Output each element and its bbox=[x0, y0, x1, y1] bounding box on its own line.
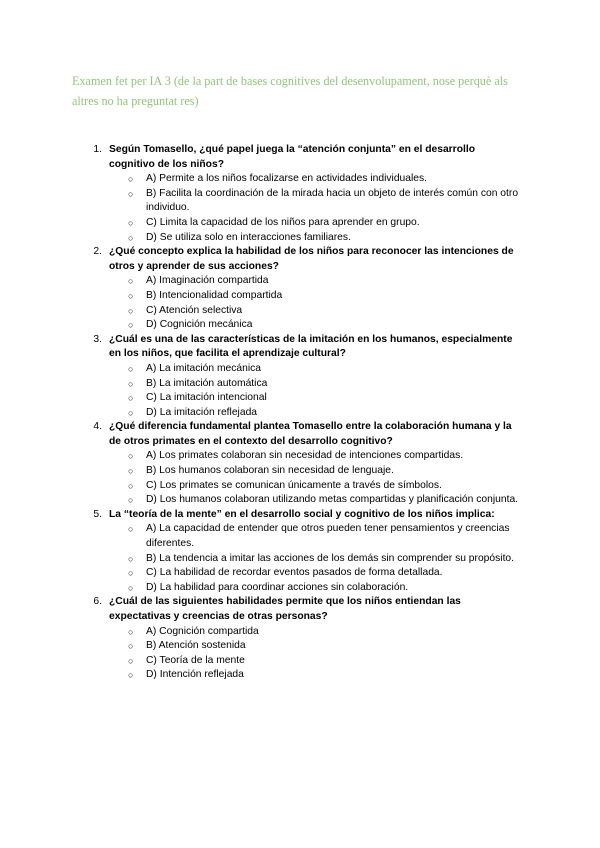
option-item bbox=[0, 449, 600, 464]
bullet-circle-icon: ○ bbox=[128, 320, 134, 331]
option-list bbox=[0, 274, 600, 332]
question-number: 5. bbox=[93, 508, 102, 520]
option-item bbox=[0, 406, 600, 421]
bullet-circle-icon: ○ bbox=[128, 641, 134, 652]
option-text: A) La capacidad de entender que otros pueden tener pensamientos y creencias diferentes. bbox=[146, 523, 510, 550]
option-list bbox=[0, 362, 600, 420]
bullet-circle-icon: ○ bbox=[128, 290, 134, 301]
option-item bbox=[0, 566, 600, 581]
option-item bbox=[0, 625, 600, 640]
option-item bbox=[0, 552, 600, 567]
option-item bbox=[0, 318, 600, 333]
bullet-circle-icon: ○ bbox=[128, 670, 134, 681]
bullet-circle-icon: ○ bbox=[128, 232, 134, 243]
question-number: 6. bbox=[93, 596, 102, 608]
bullet-circle-icon: ○ bbox=[128, 217, 134, 228]
option-text: B) Atención sostenida bbox=[146, 640, 246, 652]
option-text: C) Limita la capacidad de los niños para aprender en grupo. bbox=[146, 216, 420, 228]
question-text: ¿Cuál es una de las características de la imitación en los humanos, especialmente en los niños, que facilita el aprendizaje cultural? bbox=[109, 333, 513, 360]
question-number: 3. bbox=[93, 333, 102, 345]
option-item bbox=[0, 289, 600, 304]
option-text: A) Cognición compartida bbox=[146, 625, 259, 637]
question-text: ¿Qué diferencia fundamental plantea Tomasello entre la colaboración humana y la de otros primates en el contexto del desarrollo cognitivo? bbox=[109, 421, 512, 447]
option-text: A) Permite a los niños focalizarse en actividades individuales. bbox=[146, 173, 428, 185]
option-text: D) Cognición mecánica bbox=[146, 319, 253, 331]
option-text: D) La imitación reflejada bbox=[146, 406, 258, 418]
bullet-circle-icon: ○ bbox=[128, 466, 134, 477]
bullet-circle-icon: ○ bbox=[128, 451, 134, 462]
option-list bbox=[0, 172, 600, 245]
option-text: C) Los primates se comunican únicamente a través de símbolos. bbox=[146, 479, 442, 491]
option-text: A) La imitación mecánica bbox=[146, 362, 262, 374]
option-text: B) Los humanos colaboran sin necesidad de lenguaje. bbox=[146, 465, 394, 477]
question-text: ¿Qué concepto explica la habilidad de los niños para reconocer las intenciones de otros y aprender de sus acciones? bbox=[109, 246, 514, 272]
option-item bbox=[0, 639, 600, 654]
bullet-circle-icon: ○ bbox=[128, 568, 134, 579]
option-item bbox=[0, 522, 600, 551]
option-item bbox=[0, 668, 600, 683]
bullet-circle-icon: ○ bbox=[128, 553, 134, 564]
bullet-circle-icon: ○ bbox=[128, 407, 134, 418]
option-text: C) Atención selectiva bbox=[146, 304, 243, 316]
option-text: D) La habilidad para coordinar acciones sin colaboración. bbox=[146, 581, 409, 593]
option-item bbox=[0, 464, 600, 479]
option-text: B) La imitación automática bbox=[146, 377, 268, 389]
question-list bbox=[0, 143, 600, 683]
question-5 bbox=[0, 508, 600, 596]
bullet-circle-icon: ○ bbox=[128, 174, 134, 185]
option-item bbox=[0, 654, 600, 669]
option-item bbox=[0, 187, 600, 216]
option-text: C) La habilidad de recordar eventos pasados de forma detallada. bbox=[146, 567, 443, 579]
option-item bbox=[0, 479, 600, 494]
bullet-circle-icon: ○ bbox=[128, 480, 134, 491]
bullet-circle-icon: ○ bbox=[128, 363, 134, 374]
option-list bbox=[0, 449, 600, 507]
question-number: 2. bbox=[93, 246, 102, 258]
bullet-circle-icon: ○ bbox=[128, 378, 134, 389]
option-text: D) Los humanos colaboran utilizando metas compartidas y planificación conjunta. bbox=[146, 494, 519, 506]
option-item bbox=[0, 362, 600, 377]
option-text: B) Facilita la coordinación de la mirada hacia un objeto de interés común con otro individuo. bbox=[146, 187, 519, 214]
option-text: C) Teoría de la mente bbox=[146, 654, 245, 666]
option-text: A) Imaginación compartida bbox=[146, 275, 269, 287]
bullet-circle-icon: ○ bbox=[128, 524, 134, 535]
option-item bbox=[0, 231, 600, 246]
option-list bbox=[0, 522, 600, 595]
question-number: 4. bbox=[93, 421, 102, 433]
bullet-circle-icon: ○ bbox=[128, 626, 134, 637]
option-text: D) Se utiliza solo en interacciones familiares. bbox=[146, 231, 351, 243]
option-list bbox=[0, 625, 600, 683]
question-text: La “teoría de la mente” en el desarrollo social y cognitivo de los niños implica: bbox=[109, 508, 495, 520]
bullet-circle-icon: ○ bbox=[128, 655, 134, 666]
bullet-circle-icon: ○ bbox=[128, 305, 134, 316]
option-item bbox=[0, 493, 600, 508]
option-item bbox=[0, 377, 600, 392]
bullet-circle-icon: ○ bbox=[128, 393, 134, 404]
option-text: C) La imitación intencional bbox=[146, 392, 267, 404]
question-number: 1. bbox=[93, 144, 102, 155]
bullet-circle-icon: ○ bbox=[128, 582, 134, 593]
option-item bbox=[0, 172, 600, 187]
option-text: B) Intencionalidad compartida bbox=[146, 289, 283, 301]
bullet-circle-icon: ○ bbox=[128, 188, 134, 199]
question-4 bbox=[0, 420, 600, 508]
question-text: ¿Cuál de las siguientes habilidades permite que los niños entiendan las expectativas y creencias de otras personas? bbox=[109, 596, 461, 622]
option-item bbox=[0, 216, 600, 231]
option-text: B) La tendencia a imitar las acciones de los demás sin comprender su propósito. bbox=[146, 552, 515, 564]
question-6 bbox=[0, 595, 600, 683]
bullet-circle-icon: ○ bbox=[128, 276, 134, 287]
page-header: Examen fet per IA 3 (de la part de bases cognitives del desenvolupament, nose perquè als altres no ha preguntat res) bbox=[72, 74, 508, 108]
option-item bbox=[0, 581, 600, 596]
option-text: D) Intención reflejada bbox=[146, 669, 244, 681]
question-1 bbox=[0, 143, 600, 245]
question-text: Según Tomasello, ¿qué papel juega la “atención conjunta” en el desarrollo cognitivo de los niños? bbox=[109, 144, 475, 170]
question-2 bbox=[0, 245, 600, 333]
option-item bbox=[0, 274, 600, 289]
option-item bbox=[0, 304, 600, 319]
bullet-circle-icon: ○ bbox=[128, 495, 134, 506]
option-item bbox=[0, 391, 600, 406]
question-3 bbox=[0, 333, 600, 421]
option-text: A) Los primates colaboran sin necesidad de intenciones compartidas. bbox=[146, 450, 464, 462]
